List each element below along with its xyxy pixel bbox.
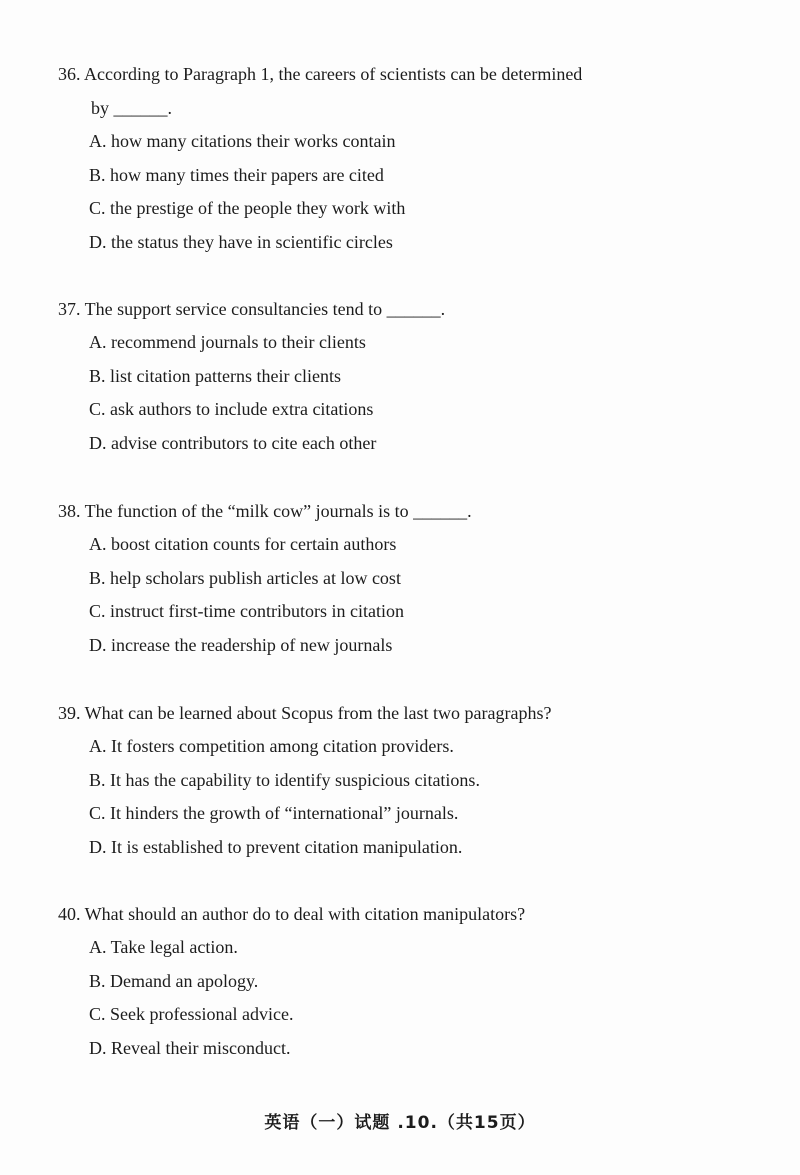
question-37-stem-line1: 37. The support service consultancies tend to ______.: [58, 299, 446, 319]
question-40-option-b: B. Demand an apology.: [89, 970, 259, 991]
question-36-option-d: D. the status they have in scientific circles: [89, 231, 393, 252]
question-38-option-b: B. help scholars publish articles at low cost: [89, 567, 401, 588]
question-39-option-d: D. It is established to prevent citation manipulation.: [89, 836, 463, 857]
question-37-option-c: C. ask authors to include extra citations: [89, 399, 374, 419]
question-36: [58, 57, 738, 259]
question-36-option-a: A. how many citations their works contain: [89, 131, 396, 151]
question-40-options: [58, 931, 738, 1065]
question-38-options: [58, 528, 738, 662]
question-38: [58, 494, 738, 662]
question-39-option-a: A. It fosters competition among citation providers.: [89, 736, 454, 756]
question-37-stem: [58, 292, 738, 326]
question-39-stem-line1: 39. What can be learned about Scopus from the last two paragraphs?: [58, 703, 552, 723]
question-36-stem-line2: by ______.: [91, 98, 172, 118]
question-40-option-a: A. Take legal action.: [89, 937, 238, 957]
question-40-stem: [58, 897, 738, 931]
question-38-stem-line1: 38. The function of the “milk cow” journals is to ______.: [58, 501, 472, 521]
question-36-option-c: C. the prestige of the people they work with: [89, 198, 406, 218]
question-38-option-a: A. boost citation counts for certain authors: [89, 534, 397, 554]
question-38-option-d: D. increase the readership of new journals: [89, 634, 393, 655]
question-37-option-a: A. recommend journals to their clients: [89, 332, 366, 352]
question-39: [58, 696, 738, 864]
question-39-stem: [58, 696, 738, 730]
question-40: [58, 897, 738, 1065]
question-36-options: [58, 125, 738, 259]
question-36-option-b: B. how many times their papers are cited: [89, 164, 384, 185]
page-footer: 英语（一）试题 .10.（共15页）: [264, 1113, 536, 1133]
question-39-options: [58, 730, 738, 864]
question-37-options: [58, 326, 738, 460]
question-39-option-c: C. It hinders the growth of “international” journals.: [89, 803, 459, 823]
question-40-stem-line1: 40. What should an author do to deal with citation manipulators?: [58, 904, 526, 924]
question-37: [58, 292, 738, 460]
question-38-option-c: C. instruct first-time contributors in citation: [89, 601, 404, 621]
question-40-option-d: D. Reveal their misconduct.: [89, 1037, 291, 1058]
question-39-option-b: B. It has the capability to identify suspicious citations.: [89, 769, 480, 790]
question-37-option-d: D. advise contributors to cite each other: [89, 432, 377, 453]
question-36-stem: [58, 57, 738, 125]
question-37-option-b: B. list citation patterns their clients: [89, 365, 341, 386]
question-38-stem: [58, 494, 738, 528]
question-36-stem-line1: 36. According to Paragraph 1, the careers of scientists can be determined: [58, 64, 583, 84]
question-40-option-c: C. Seek professional advice.: [89, 1004, 294, 1024]
